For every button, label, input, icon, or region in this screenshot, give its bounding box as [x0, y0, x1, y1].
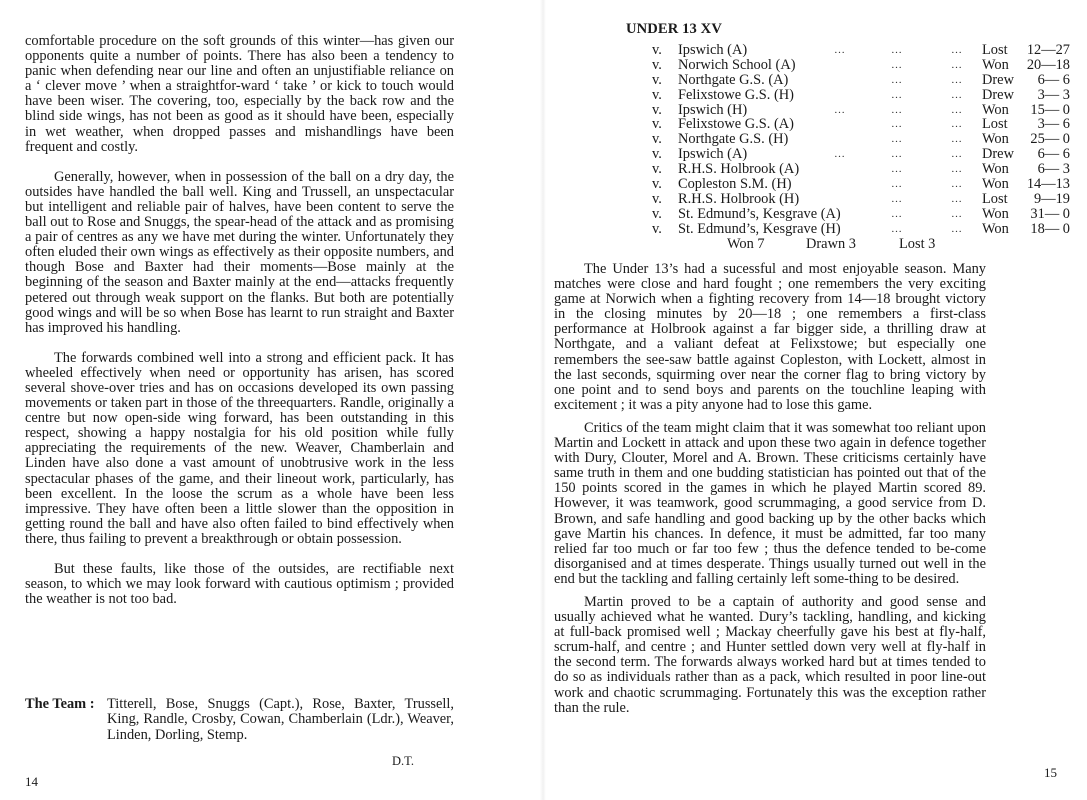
- fixture-score: 15— 0: [1030, 101, 1070, 118]
- leader-dots: …: [951, 44, 962, 56]
- paragraph: Martin proved to be a captain of authority and good sense and usually achieved what he wanted. Dury’s tackling, handling, and kicking at full-back promised well ; Mackay cheerfully gave his best at fly-half, scrum-half, and centre ; and Hunter settled down very well at fly-half in the second term. The forwards always worked hard but at times tended to do so as individuals rather than as a pack, which resulted in poor line-out work and chaotic scrummaging. Fortunately this was the exception rather than the rule.: [554, 593, 986, 716]
- fixture-score: 3— 6: [1037, 116, 1070, 133]
- fixture-score: 6— 3: [1037, 161, 1070, 178]
- leader-dots: …: [951, 118, 962, 131]
- fixture-opponent: Northgate G.S. (H): [678, 131, 789, 148]
- left-page: [0, 0, 543, 800]
- team-names: Titterell, Bose, Snuggs (Capt.), Rose, Baxter, Trussell, King, Randle, Crosby, Cowan, Chamberlain (Ldr.), Weaver, Linden, Dorling, Stemp.: [107, 696, 454, 743]
- leader-dots: …: [891, 148, 902, 161]
- fixture-prefix: v.: [652, 220, 662, 237]
- paragraph: The forwards combined well into a strong and efficient pack. It has wheeled effectively when need or opportunity has arisen, has scored several shove-over tries and has on occasions developed its own passing movements or taken part in those of the threequarters. Randle, originally a centre but now open-side wing forward, has been outstanding in this respect, showing a happy nostalgia for his old position while fully appreciating the requirements of the new. Weaver, Chamberlain and Linden have also done a vast amount of unobtrusive work in the less spectacular phases of the game, and their lineout work, particularly, has been excellent. In the loose the scrum as a whole have been less impressive. They have often been a little slower than the opposition in getting round the ball and have also often failed to bind effectively when there, thus failing to prevent a breakthrough or obtain possession.: [25, 349, 454, 547]
- fixture-row: [626, 132, 1070, 147]
- left-page-body: [25, 34, 454, 607]
- paragraph: But these faults, like those of the outsides, are rectifiable next season, to which we may look forward with cautious optimism ; provided the weather is not too bad.: [25, 561, 454, 608]
- leader-dots: …: [951, 148, 962, 161]
- fixture-prefix: v.: [652, 56, 662, 73]
- fixture-opponent: R.H.S. Holbrook (A): [678, 161, 800, 178]
- fixture-opponent: Ipswich (A): [678, 42, 748, 58]
- fixture-row: [626, 162, 1070, 177]
- leader-dots: …: [891, 207, 902, 220]
- fixture-result: Won: [982, 101, 1009, 118]
- leader-dots: …: [891, 88, 902, 101]
- fixture-score: 6— 6: [1037, 71, 1070, 88]
- leader-dots: …: [951, 207, 962, 220]
- fixture-result: Won: [982, 56, 1009, 73]
- fixture-row: [626, 58, 1070, 73]
- leader-dots: …: [951, 103, 962, 116]
- fixture-prefix: v.: [652, 116, 662, 133]
- fixture-row: [626, 207, 1070, 222]
- fixture-prefix: v.: [652, 205, 662, 222]
- leader-dots: …: [891, 222, 902, 235]
- summary-lost: Lost 3: [899, 235, 936, 252]
- leader-dots: …: [834, 44, 845, 56]
- fixture-row: [626, 73, 1070, 88]
- fixture-prefix: v.: [652, 101, 662, 118]
- fixture-row: [626, 177, 1070, 192]
- fixture-result: Drew: [982, 146, 1014, 163]
- fixture-result: Lost: [982, 42, 1008, 58]
- leader-dots: …: [951, 178, 962, 191]
- fixture-score: 9—19: [1034, 190, 1070, 207]
- fixture-result: Drew: [982, 71, 1014, 88]
- fixture-prefix: v.: [652, 146, 662, 163]
- fixture-result: Won: [982, 205, 1009, 222]
- fixture-row: [626, 43, 1070, 58]
- fixture-score: 20—18: [1026, 56, 1070, 73]
- fixtures-table: [626, 43, 1070, 253]
- fixture-opponent: Felixstowe G.S. (A): [678, 116, 794, 133]
- fixture-row: [626, 222, 1070, 237]
- fixture-prefix: v.: [652, 176, 662, 193]
- season-summary: [626, 237, 1070, 253]
- fixture-opponent: Ipswich (H): [678, 101, 748, 118]
- fixture-result: Drew: [982, 86, 1014, 103]
- summary-drawn: Drawn 3: [806, 235, 856, 252]
- team-label: The Team :: [25, 696, 95, 712]
- page-number: 15: [1044, 765, 1057, 780]
- team-list: [25, 697, 454, 743]
- leader-dots: …: [891, 73, 902, 86]
- leader-dots: …: [891, 44, 902, 56]
- paragraph: The Under 13’s had a sucessful and most enjoyable season. Many matches were close and hard fought ; one remembers the very exciting game at Norwich when a fighting recovery from 14—18 brought victory in the closing minutes by 20—18 ; one remembers a first-class performance at Holbrook against a far bigger side, a thrilling draw at Northgate, and a valiant defeat at Felixstowe; but especially one remembers the see-saw battle against Copleston, with Lockett, almost in the last seconds, squirming over near the corner flag to bring victory by one point and to send boys and parents on the touchline leaping with excitement ; it was a pity anyone had to lose this game.: [554, 261, 986, 413]
- fixture-result: Won: [982, 176, 1009, 193]
- leader-dots: …: [834, 148, 845, 161]
- section-heading: UNDER 13 XV: [626, 21, 722, 37]
- leader-dots: …: [891, 163, 902, 176]
- fixture-prefix: v.: [652, 71, 662, 88]
- fixture-opponent: Felixstowe G.S. (H): [678, 86, 794, 103]
- leader-dots: …: [891, 103, 902, 116]
- fixture-opponent: St. Edmund’s, Kesgrave (H): [678, 220, 841, 237]
- fixture-result: Lost: [982, 116, 1008, 133]
- fixture-row: [626, 192, 1070, 207]
- fixture-row: [626, 88, 1070, 103]
- leader-dots: …: [891, 178, 902, 191]
- summary-won: Won 7: [727, 235, 765, 252]
- fixture-opponent: Norwich School (A): [678, 56, 796, 73]
- fixture-score: 14—13: [1026, 176, 1070, 193]
- leader-dots: …: [951, 192, 962, 205]
- fixture-row: [626, 147, 1070, 162]
- fixture-row: [626, 103, 1070, 118]
- fixture-prefix: v.: [652, 86, 662, 103]
- fixture-prefix: v.: [652, 190, 662, 207]
- fixture-opponent: R.H.S. Holbrook (H): [678, 190, 800, 207]
- paragraph: comfortable procedure on the soft grounds of this winter—has given our opponents quite a number of points. There has also been a tendency to panic when defending near our line and often an unjustifiable reliance on a ‘ clever move ’ when a straightfor-ward ‘ take ’ or kick to touch would have been wiser. The covering, too, especially by the back row and the blind side wings, has not been as good as it should have been, especially in wet weather, when dropped passes and mishandlings have been frequent and costly.: [25, 33, 454, 155]
- fixture-score: 18— 0: [1030, 220, 1070, 237]
- right-page-body: [554, 262, 986, 716]
- leader-dots: …: [951, 222, 962, 235]
- fixture-opponent: St. Edmund’s, Kesgrave (A): [678, 205, 841, 222]
- fixture-prefix: v.: [652, 131, 662, 148]
- fixture-score: 31— 0: [1030, 205, 1070, 222]
- fixture-score: 6— 6: [1037, 146, 1070, 163]
- leader-dots: …: [891, 192, 902, 205]
- leader-dots: …: [891, 133, 902, 146]
- leader-dots: …: [951, 88, 962, 101]
- fixture-result: Lost: [982, 190, 1008, 207]
- paragraph: Critics of the team might claim that it was somewhat too reliant upon Martin and Lockett in attack and upon these two again in defence together with Dury, Clouter, Morel and A. Brown. These criticisms certainly have same truth in them and one budding statistician has pointed out that of the 150 points scored in the games in which he played Martin scored 89. However, it was teamwork, good scrummaging, a good service from D. Brown, and safe handling and good backing up by the other backs which gave Martin his chances. In defence, it must be admitted, far too many relied far too much or far too few ; thus the defence tended to be-come disorganised and at times desperate. Things usually turned out well in the end but the tackling and falling certainly left some-thing to be desired.: [554, 419, 986, 587]
- author-initials: D.T.: [392, 754, 414, 768]
- leader-dots: …: [951, 133, 962, 146]
- fixture-opponent: Copleston S.M. (H): [678, 176, 792, 193]
- leader-dots: …: [951, 73, 962, 86]
- fixture-score: 12—27: [1026, 42, 1070, 58]
- fixture-score: 25— 0: [1030, 131, 1070, 148]
- leader-dots: …: [951, 163, 962, 176]
- leader-dots: …: [891, 118, 902, 131]
- fixture-result: Won: [982, 161, 1009, 178]
- fixture-prefix: v.: [652, 42, 662, 58]
- fixture-row: [626, 117, 1070, 132]
- fixture-result: Won: [982, 131, 1009, 148]
- fixture-opponent: Northgate G.S. (A): [678, 71, 789, 88]
- fixture-score: 3— 3: [1037, 86, 1070, 103]
- fixture-result: Won: [982, 220, 1009, 237]
- fixture-opponent: Ipswich (A): [678, 146, 748, 163]
- leader-dots: …: [834, 103, 845, 116]
- page-number: 14: [25, 774, 38, 789]
- fixture-prefix: v.: [652, 161, 662, 178]
- right-page: [543, 0, 1087, 800]
- paragraph: Generally, however, when in possession of the ball on a dry day, the outsides have handled the ball well. King and Trussell, an unspectacular but intelligent and reliable pair of halves, have been content to serve the ball out to Rose and Snuggs, the spear-head of the attack and as promising a pair of centres as any we have met during the winter. Unfortunately they often eluded their own wings as effectively as their opposite numbers, and though Bose and Baxter had their moments—Bose mainly at the beginning of the season and Baxter mainly at the end—attacks frequently petered out through weak support on the flanks. But both are potentially good wings and will be so when Bose has learnt to run straight and Baxter has improved his handling.: [25, 168, 454, 336]
- leader-dots: …: [891, 58, 902, 71]
- leader-dots: …: [951, 58, 962, 71]
